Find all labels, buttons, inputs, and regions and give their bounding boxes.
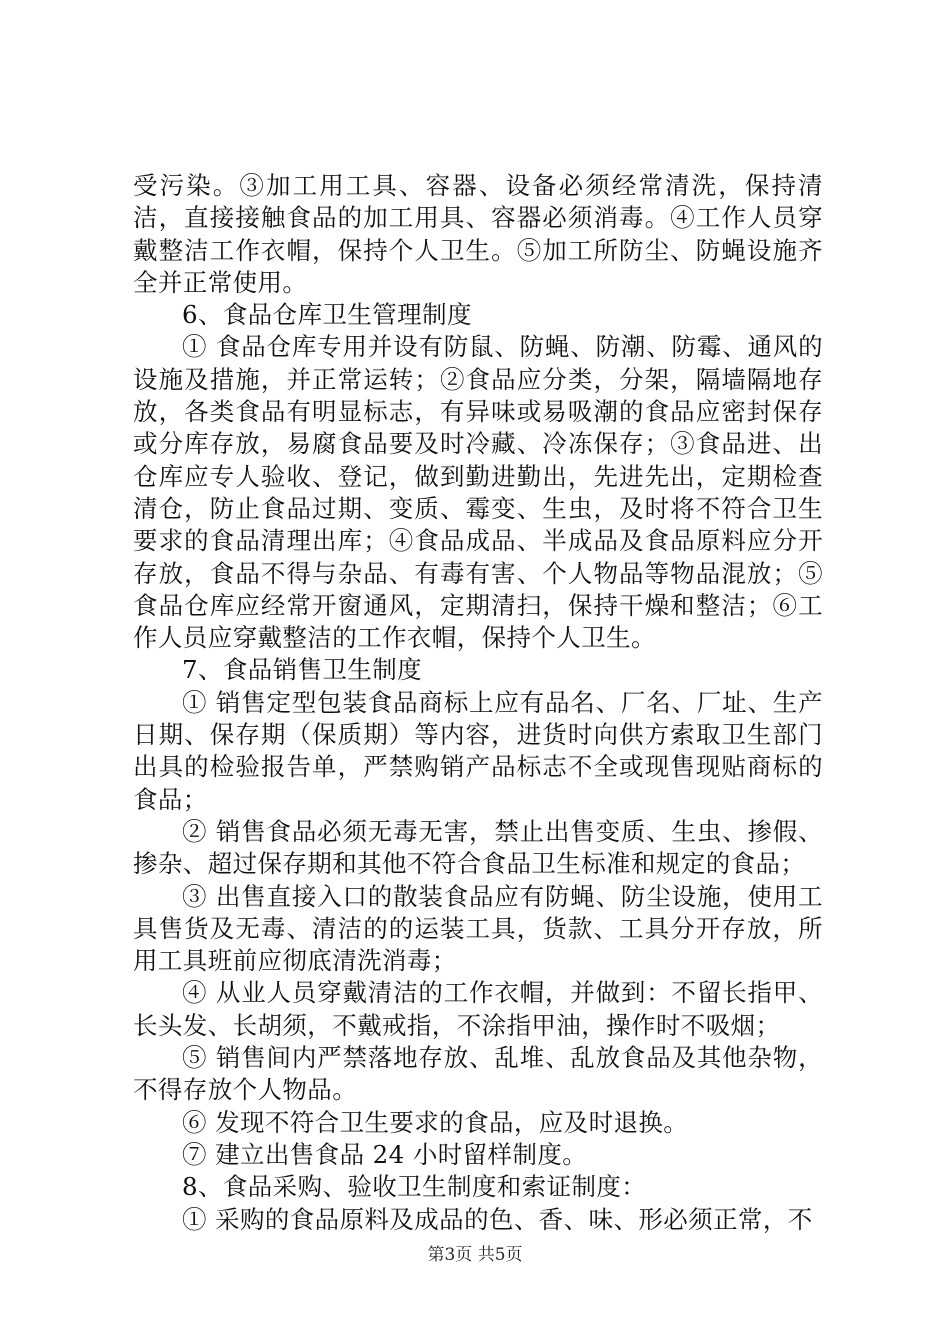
paragraph-sales-rule-4: ④ 从业人员穿戴清洁的工作衣帽，并做到：不留长指甲、长头发、长胡须，不戴戒指，不涂指甲油，操作时不吸烟； bbox=[133, 978, 823, 1040]
section-heading-6: 6、食品仓库卫生管理制度 bbox=[182, 300, 472, 330]
paragraph-continuation: 受污染。③加工用工具、容器、设备必须经常清洗，保持清洁，直接接触食品的加工用具、容器必须消毒。④工作人员穿戴整洁工作衣帽，保持个人卫生。⑤加工所防尘、防蝇设施齐全并正常使用。 bbox=[133, 171, 823, 297]
paragraph-sales-rule-5: ⑤ 销售间内严禁落地存放、乱堆、乱放食品及其他杂物，不得存放个人物品。 bbox=[133, 1043, 823, 1105]
paragraph-sales-rule-2: ② 销售食品必须无毒无害，禁止出售变质、生虫、掺假、掺杂、超过保存期和其他不符合食品卫生标准和规定的食品； bbox=[133, 816, 823, 879]
paragraph-sales-rule-1: ① 销售定型包装食品商标上应有品名、厂名、厂址、生产日期、保存期（保质期）等内容，进货时向供方索取卫生部门出具的检验报告单，严禁购销产品标志不全或现售现贴商标的食品； bbox=[133, 687, 823, 814]
paragraph-procurement-rule-1: ① 采购的食品原料及成品的色、香、味、形必须正常，不 bbox=[182, 1204, 813, 1234]
paragraph-sales-rule-7: ⑦ 建立出售食品 24 小时留样制度。 bbox=[182, 1139, 588, 1169]
section-heading-7: 7、食品销售卫生制度 bbox=[182, 655, 423, 685]
paragraph-warehouse-rules: ① 食品仓库专用并设有防鼠、防蝇、防潮、防霉、通风的设施及措施，并正常运转；②食品应分类，分架，隔墙隔地存放，各类食品有明显标志，有异味或易吸潮的食品应密封保存或分库存放，易腐食品要及时冷藏、冷冻保存；③食品进、出仓库应专人验收、登记，做到勤进勤出，先进先出，定期检查清仓，防止食品过期、变质、霉变、生虫，及时将不符合卫生要求的食品清理出库；④食品成品、半成品及食品原料应分开存放，食品不得与杂品、有毒有害、个人物品等物品混放；⑤食品仓库应经常开窗通风，定期清扫，保持干燥和整洁；⑥工作人员应穿戴整洁的工作衣帽，保持个人卫生。 bbox=[133, 332, 823, 653]
section-heading-8: 8、食品采购、验收卫生制度和索证制度： bbox=[182, 1172, 647, 1202]
paragraph-sales-rule-3: ③ 出售直接入口的散装食品应有防蝇、防尘设施，使用工具售货及无毒、清洁的的运装工具，货款、工具分开存放，所用工具班前应彻底清洗消毒； bbox=[133, 881, 823, 976]
page-footer: 第3页 共5页 bbox=[427, 1245, 523, 1265]
document-body bbox=[133, 170, 823, 1236]
paragraph-sales-rule-6: ⑥ 发现不符合卫生要求的食品，应及时退换。 bbox=[182, 1107, 689, 1137]
